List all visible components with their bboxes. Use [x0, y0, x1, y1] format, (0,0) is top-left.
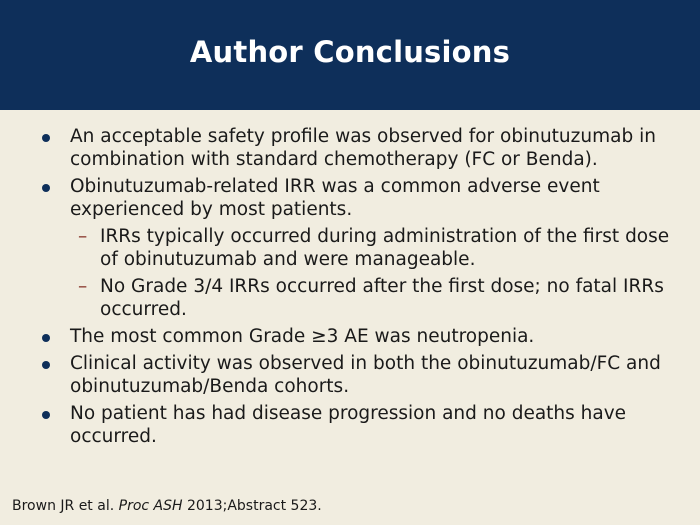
bullet-dot-icon: [42, 134, 50, 142]
sub-bullet-text: No Grade 3/4 IRRs occurred after the first dose; no fatal IRRs occurred.: [100, 276, 664, 320]
bullet-item: [0, 125, 700, 171]
bullet-dot-icon: [42, 411, 50, 419]
footnote-citation: 2013;Abstract 523.: [186, 498, 322, 514]
bullet-text: No patient has had disease progression and no deaths have occurred.: [70, 403, 627, 447]
bullet-dot-icon: [42, 361, 50, 369]
footnote-journal: Proc ASH: [118, 498, 183, 514]
bullet-item: [0, 325, 700, 348]
footnote: [12, 498, 322, 514]
bullet-item: [0, 175, 700, 221]
bullet-item: [0, 402, 700, 448]
slide-title: Author Conclusions: [189, 35, 511, 69]
footnote-authors: Brown JR et al.: [12, 498, 115, 514]
dash-icon: –: [78, 226, 88, 247]
bullet-text: Clinical activity was observed in both the obinutuzumab/FC and obinutuzumab/Benda cohorts.: [70, 353, 661, 397]
bullet-dot-icon: [42, 184, 50, 192]
bullet-text: The most common Grade ≥3 AE was neutropenia.: [70, 326, 535, 347]
sub-bullet-item: [0, 275, 700, 321]
bullet-dot-icon: [42, 334, 50, 342]
slide-content: [0, 125, 700, 452]
bullet-list: [0, 125, 700, 448]
sub-bullet-item: [0, 225, 700, 271]
bullet-text: An acceptable safety profile was observed for obinutuzumab in combination with standard chemotherapy (FC or Benda).: [70, 126, 656, 170]
dash-icon: –: [78, 276, 88, 297]
bullet-text: Obinutuzumab-related IRR was a common adverse event experienced by most patients.: [70, 176, 600, 220]
bullet-item: [0, 352, 700, 398]
sub-bullet-text: IRRs typically occurred during administration of the first dose of obinutuzumab and were manageable.: [100, 226, 670, 270]
slide-header: [0, 0, 700, 110]
